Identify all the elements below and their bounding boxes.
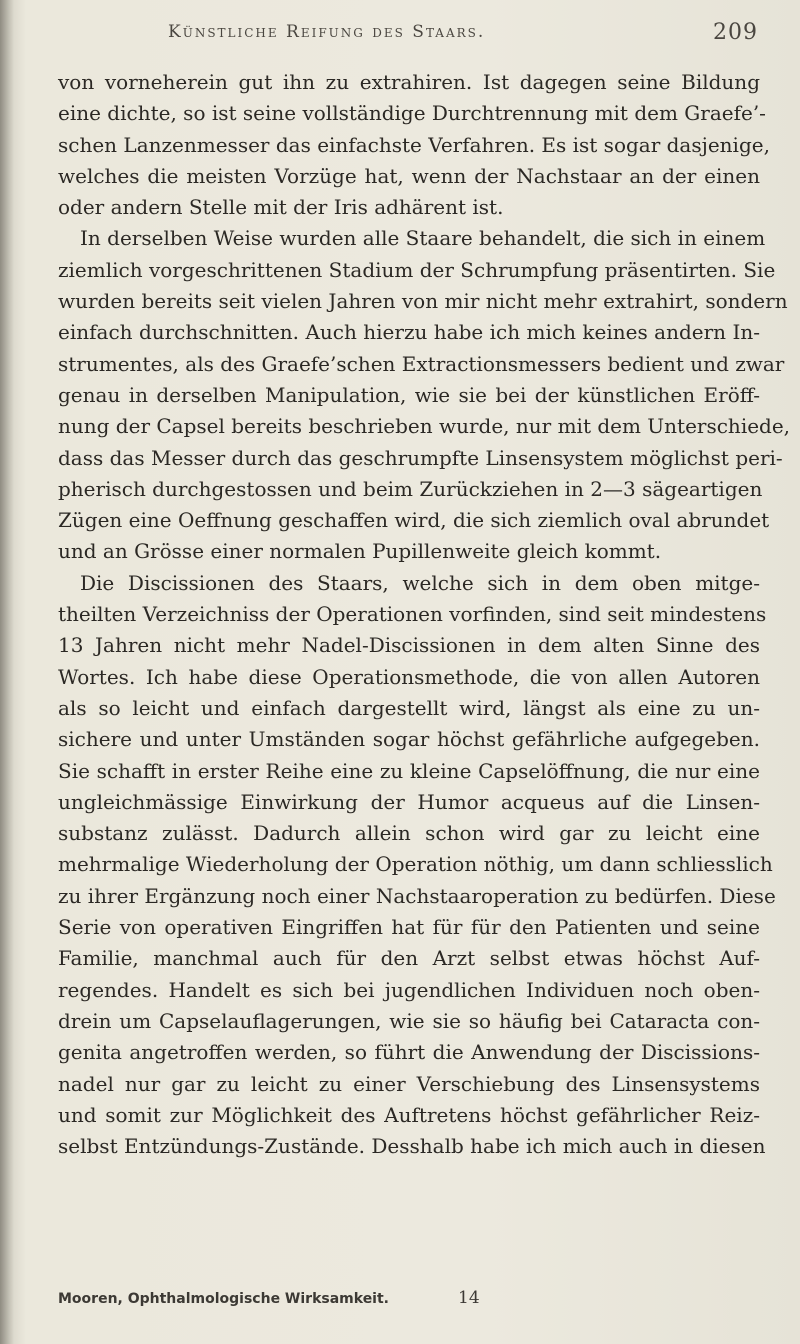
text-line: pherisch durchgestossen und beim Zurückziehen in 2—3 sägeartigen	[58, 476, 763, 501]
text-line: als so leicht und einfach dargestellt wird, längst als eine zu un-	[58, 695, 760, 720]
text-line: mehrmalige Wiederholung der Operation nöthig, um dann schliesslich	[58, 852, 773, 877]
text-line: genita angetroffen werden, so führt die Anwendung der Discissions-	[58, 1040, 760, 1065]
text-line: ungleichmässige Einwirkung der Humor acqueus auf die Linsen-	[58, 789, 760, 814]
text-line: selbst Entzündungs-Zustände. Desshalb habe ich mich auch in diesen	[58, 1134, 766, 1159]
text-line: ziemlich vorgeschrittenen Stadium der Schrumpfung präsentirten. Sie	[58, 257, 776, 282]
running-head	[58, 18, 758, 50]
text-line: Die Discissionen des Staars, welche sich in dem oben mitge-	[80, 570, 760, 595]
text-line: Familie, manchmal auch für den Arzt selbst etwas höchst Auf-	[58, 946, 760, 971]
running-title: Künstliche Reifung des Staars.	[168, 22, 486, 42]
text-line: 13 Jahren nicht mehr Nadel-Discissionen in dem alten Sinne des	[58, 633, 760, 658]
text-line: Sie schafft in erster Reihe eine zu kleine Capselöffnung, die nur eine	[58, 758, 760, 783]
text-line: drein um Capselauflagerungen, wie sie so häufig bei Cataracta con-	[58, 1008, 760, 1033]
text-line: nadel nur gar zu leicht zu einer Verschiebung des Linsensystems	[58, 1071, 760, 1096]
text-line: oder andern Stelle mit der Iris adhärent ist.	[58, 195, 504, 220]
text-line: sichere und unter Umständen sogar höchst gefährliche aufgegeben.	[58, 727, 760, 752]
text-line: nung der Capsel bereits beschrieben wurde, nur mit dem Unterschiede,	[58, 414, 791, 439]
text-line: substanz zulässt. Dadurch allein schon wird gar zu leicht eine	[58, 821, 760, 846]
text-line: welches die meisten Vorzüge hat, wenn der Nachstaar an der einen	[58, 163, 760, 188]
page-number: 209	[713, 20, 758, 45]
text-line: einfach durchschnitten. Auch hierzu habe ich mich keines andern In-	[58, 320, 760, 345]
text-line: von vorneherein gut ihn zu extrahiren. Ist dagegen seine Bildung	[58, 70, 760, 94]
text-line: Zügen eine Oeffnung geschaffen wird, die sich ziemlich oval abrundet	[58, 508, 770, 533]
footer-signature: Mooren, Ophthalmologische Wirksamkeit.	[58, 1291, 389, 1307]
text-line: In derselben Weise wurden alle Staare behandelt, die sich in einem	[80, 226, 766, 251]
spine-shadow	[0, 0, 14, 1344]
text-line: genau in derselben Manipulation, wie sie bei der künstlichen Eröff-	[58, 382, 760, 407]
text-line: schen Lanzenmesser das einfachste Verfahren. Es ist sogar dasjenige,	[58, 132, 770, 157]
text-line: dass das Messer durch das geschrumpfte Linsensystem möglichst peri-	[58, 445, 783, 470]
text-line: und somit zur Möglichkeit des Auftretens höchst gefährlicher Reiz-	[58, 1102, 760, 1127]
text-line: Wortes. Ich habe diese Operationsmethode, die von allen Autoren	[58, 664, 760, 689]
text-line: eine dichte, so ist seine vollständige Durchtrennung mit dem Graefe’-	[58, 101, 766, 126]
text-line: Serie von operativen Eingriffen hat für für den Patienten und seine	[58, 915, 760, 940]
text-line: regendes. Handelt es sich bei jugendlichen Individuen noch oben-	[58, 977, 760, 1002]
body-text	[58, 67, 791, 1162]
text-line: strumentes, als des Graefe’schen Extractionsmessers bedient und zwar	[58, 351, 785, 376]
sheet-number: 14	[458, 1288, 480, 1308]
page-footer	[58, 1287, 758, 1311]
text-line: und an Grösse einer normalen Pupillenweite gleich kommt.	[58, 539, 662, 564]
text-line: theilten Verzeichniss der Operationen vorfinden, sind seit mindestens	[58, 602, 767, 627]
text-line: wurden bereits seit vielen Jahren von mir nicht mehr extrahirt, sondern	[58, 289, 788, 314]
text-line: zu ihrer Ergänzung noch einer Nachstaaroperation zu bedürfen. Diese	[58, 883, 776, 908]
